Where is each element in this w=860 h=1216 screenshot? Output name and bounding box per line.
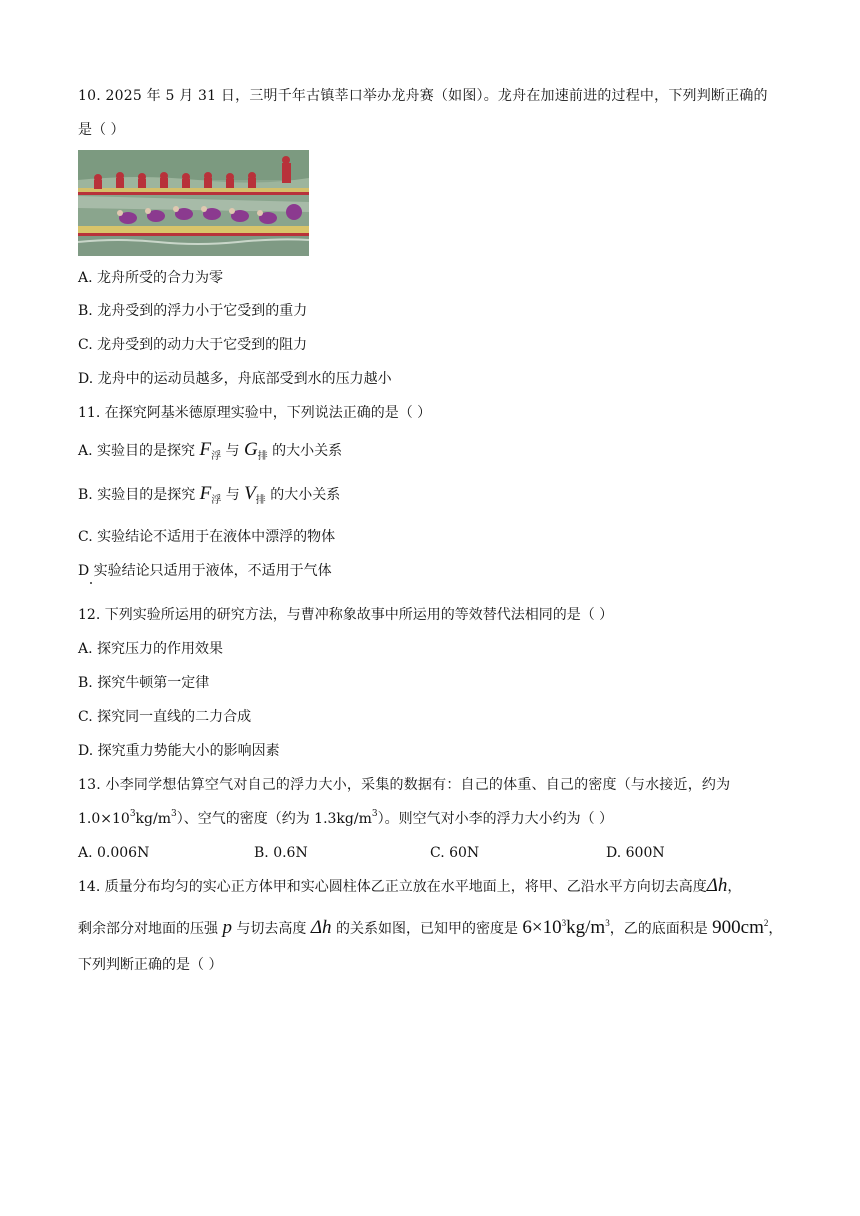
- q14-stem-line2: 剩余部分对地面的压强 p 与切去高度 Δh 的关系如图，已知甲的密度是 $6\times 10^3kg/m^3$，乙的底面积是 $900cm^2$，: [78, 917, 783, 938]
- q10-stem-line1: 10. 2025 年 5 月 31 日，三明千年古镇莘口举办龙舟赛（如图）。龙舟在加速前进的过程中，下列判断正确的: [78, 88, 768, 104]
- q11-option-d: D 实验结论只适用于液体，不适用于气体: [78, 563, 332, 579]
- q12-option-c: C. 探究同一直线的二力合成: [78, 709, 252, 725]
- q13-stem-line1: 13. 小李同学想估算空气对自己的浮力大小，采集的数据有：自己的体重、自己的密度（与水接近，约为: [78, 777, 731, 793]
- q11-b-f-symbol: $F_浮$: [199, 483, 222, 506]
- q14-density: $6\times 10^3kg/m^3$: [522, 917, 610, 938]
- q14-area: $900cm^2$: [712, 917, 769, 938]
- q10-option-c: C. 龙舟受到的动力大于它受到的阻力: [78, 337, 308, 353]
- q13-option-b: B. 0.6N: [254, 845, 308, 861]
- q14-delta-h-2: Δh: [310, 917, 332, 938]
- q12-option-d: D. 探究重力势能大小的影响因素: [78, 743, 280, 759]
- stray-dot: [90, 582, 92, 584]
- q11-a-suffix: 的大小关系: [267, 443, 343, 459]
- q11-a-g-symbol: $G_排$: [243, 439, 268, 462]
- q11-option-c: C. 实验结论不适用于在液体中漂浮的物体: [78, 529, 336, 545]
- q14-delta-h: Δh: [706, 875, 728, 896]
- q13-option-c: C. 60N: [430, 845, 480, 861]
- q11-b-suffix: 的大小关系: [265, 487, 341, 503]
- q10-stem-line2: 是（ ）: [78, 122, 125, 138]
- q14-stem-line3: 下列判断正确的是（ ）: [78, 957, 223, 973]
- q13-option-a: A. 0.006N: [78, 845, 150, 861]
- q10-option-b: B. 龙舟受到的浮力小于它受到的重力: [78, 303, 308, 319]
- q11-b-mid: 与: [221, 487, 245, 503]
- q12-stem: 12. 下列实验所运用的研究方法，与曹冲称象故事中所运用的等效替代法相同的是（ ）: [78, 607, 614, 623]
- q11-a-mid: 与: [221, 443, 244, 459]
- q11-a-prefix: A. 实验目的是探究: [78, 443, 200, 459]
- dragon-boat-photo: [78, 150, 309, 256]
- q11-b-prefix: B. 实验目的是探究: [78, 487, 200, 503]
- q14-stem-line1: 14. 质量分布均匀的实心正方体甲和实心圆柱体乙正立放在水平地面上，将甲、乙沿水平方向切去高度Δh，: [78, 875, 742, 896]
- q12-option-a: A. 探究压力的作用效果: [78, 641, 224, 657]
- q13-option-d: D. 600N: [606, 845, 665, 861]
- q12-option-b: B. 探究牛顿第一定律: [78, 675, 210, 691]
- q11-stem: 11. 在探究阿基米德原理实验中，下列说法正确的是（ ）: [78, 405, 432, 421]
- q10-option-a: A. 龙舟所受的合力为零: [78, 270, 224, 286]
- q10-option-d: D. 龙舟中的运动员越多，舟底部受到水的压力越小: [78, 371, 392, 387]
- q13-stem-line2: $1.0\times 10^3kg/m^3$）、空气的密度（约为 $1.3kg/m^3$）。则空气对小李的浮力大小约为（ ）: [78, 809, 614, 827]
- q11-a-f-symbol: $F_浮$: [199, 439, 222, 462]
- q11-option-a: [78, 440, 342, 463]
- q11-option-b: [78, 484, 340, 507]
- q11-b-v-symbol: $V_排$: [244, 483, 266, 506]
- q14-p-symbol: p: [222, 917, 232, 938]
